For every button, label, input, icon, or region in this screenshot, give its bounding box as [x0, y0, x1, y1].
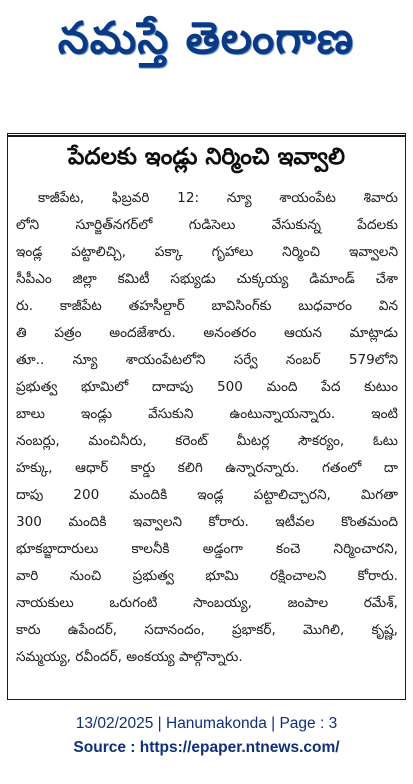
article-line: భూకబ్జాదారులు కాలనీకి అడ్డంగా కంచె నిర్మించారని,	[16, 541, 398, 557]
article-line: బాలు ఇండ్లు వేసుకుని ఉంటున్నాయన్నారు. ఇంటి	[16, 406, 398, 422]
article-line: కాజీపేట, ఫిబ్రవరి 12: న్యూ శాయంపేట శివారు	[38, 190, 398, 206]
article-line: వారి నుంచి ప్రభుత్వ భూమి రక్షించాలని కోరారు.	[16, 568, 398, 584]
article-line: ఇండ్ల పట్టాలిచ్చి, పక్కా గృహాలు నిర్మించి ఇవ్వాలని	[16, 244, 398, 260]
article-line: సమ్మయ్య, రవీందర్, అంకయ్య పాల్గొన్నారు.	[16, 649, 243, 665]
headline-rule	[8, 135, 405, 137]
article-line: నంబర్లు, మంచినీరు, కరెంట్ మీటర్ల సౌకర్యం, ఓటు	[16, 433, 398, 449]
article-line: తి పత్రం అందజేశారు. అనంతరం ఆయన మాట్లాడు	[16, 325, 398, 341]
article-line: నాయకులు ఒరుగంటి సాంబయ్య, జంపాల రమేశ్,	[16, 595, 398, 611]
page-footer	[0, 712, 413, 760]
masthead	[6, 4, 406, 84]
article-line: కారు ఉపేందర్, సదానందం, ప్రభాకర్, మొగిలి, కృష్ణ,	[16, 622, 398, 638]
article-line: రు. కాజీపేట తహసీల్దార్ బావిసింగ్‌కు బుధవారం విన	[16, 298, 398, 314]
article-headline: పేదలకు ఇండ్లు నిర్మించి ఇవ్వాలి	[68, 144, 345, 170]
article-body	[16, 185, 398, 671]
article-line: సీపీఎం జిల్లా కమిటీ సభ్యుడు చుక్కయ్య డిమాండ్ చేశా	[16, 271, 398, 287]
source-link[interactable]: Source : https://epaper.ntnews.com/	[73, 739, 340, 756]
article-line: తూ.. న్యూ శాయంపేటలోని సర్వే నంబర్ 579లోని	[16, 352, 398, 368]
article-line: హక్కు, ఆధార్ కార్డు కలిగి ఉన్నారన్నారు. గతంలో దా	[16, 460, 398, 476]
article-line: 300 మందికి ఇవ్వాలని కోరారు. ఇటీవల కొంతమంది	[16, 514, 398, 530]
article-line: ప్రభుత్వ భూమిలో దాదాపు 500 మంది పేద కుటుం	[16, 379, 398, 395]
article-line: దాపు 200 మందికి ఇండ్ల పట్టాలిచ్చారని, మిగతా	[16, 487, 398, 503]
edition-meta: 13/02/2025 | Hanumakonda | Page : 3	[75, 715, 338, 732]
masthead-logo: నమస్తే తెలంగాణ	[57, 13, 355, 64]
article-line: లోని సూర్జిత్‌నగర్‌లో గుడిసెలు వేసుకున్న పేదలకు	[16, 217, 398, 233]
